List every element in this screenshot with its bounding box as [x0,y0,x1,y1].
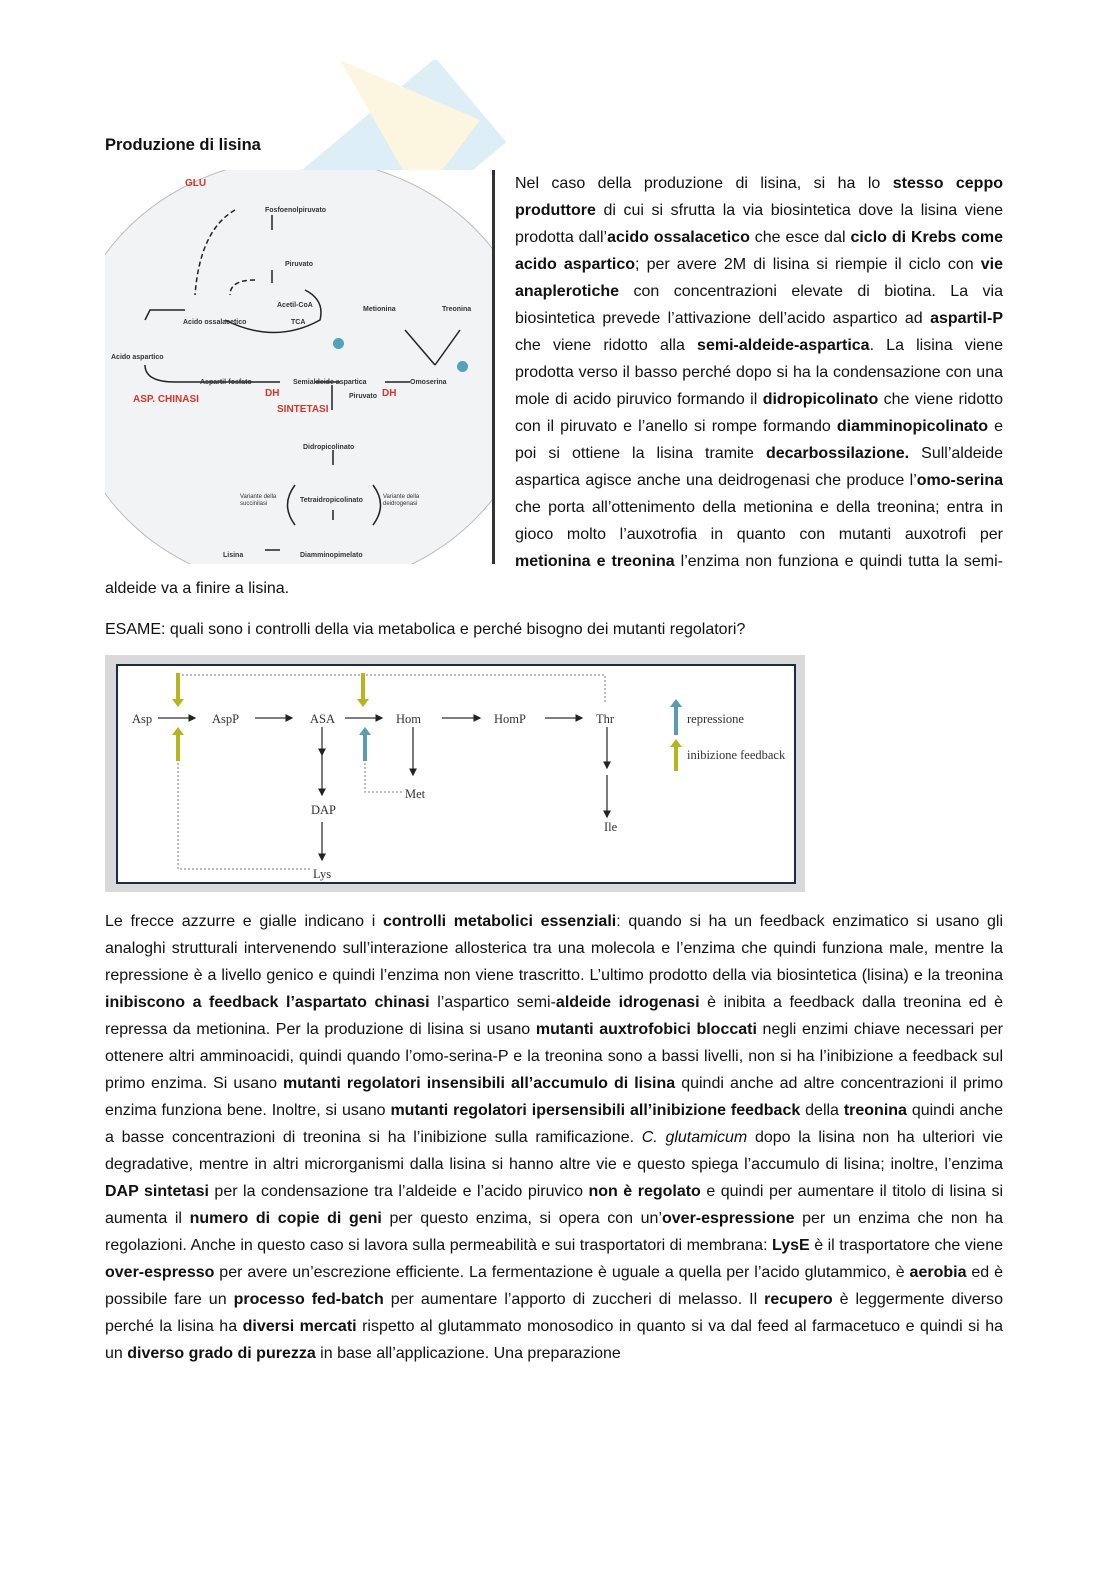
text-run: . La lisina viene prodotta verso il basso perché dopo si ha la condensazione con una mole di acido piruvico formando il [515,337,1003,408]
compound-tca: TCA [291,319,306,326]
node-asp: Asp [132,712,153,726]
compound-tetraidropicolinato: Tetraidropicolinato [300,497,363,504]
text-run: che esce dal [749,229,851,246]
node-dap: DAP [311,803,337,817]
node-aspp: AspP [212,712,240,726]
node-lys: Lys [313,867,332,881]
text-run: negli enzimi chiave necessari per ottenere altri amminoacidi, quindi quando l’omo-serina-P e la treonina sono a bassi livelli, non si ha l’inibizione a feedback sul primo enzima. Si usano [105,1021,1004,1092]
bold-text: controlli metabolici essenziali [382,913,617,930]
text-run: e quindi per aumentare il titolo di lisina si aumenta il [105,1183,1004,1227]
text-run: Le frecce azzurre e gialle indicano i [105,913,383,930]
bold-text: aspartil-P [930,310,1003,327]
bold-text: didropicolinato [762,391,879,408]
bold-text: numero di copie di geni [189,1210,382,1227]
regulation-arrows [105,655,805,892]
enzyme-label-sintetasi: SINTETASI [277,404,329,415]
bold-text: aldeide idrogenasi [555,994,700,1011]
compound-semialdeide-aspartica: Semialdeide aspartica [293,379,367,386]
bold-text: over-espressione [662,1210,795,1227]
compound-acetil-coa: Acetil-CoA [277,302,313,309]
text-run: dopo la lisina non ha ulteriori vie degradative, mentre in altri microrganismi dalla lisina si hanno altre vie e questo spiega l’accumulo di lisina; inoltre, l’enzima [105,1129,1004,1173]
text-run: che porta all’ottenimento della metionina e della treonina; entra in gioco molto l’auxotrofia in quanto con mutanti auxotrofi per [515,499,1003,543]
compound-piruvato: Piruvato [349,393,378,400]
text-run: è inibita a feedback dalla treonina ed è repressa da metionina. Per la produzione di lisina si usano [105,994,1004,1038]
bold-text: recupero [764,1291,833,1308]
text-run: quindi anche a basse concentrazioni di treonina si ha l’inibizione sulla ramificazione. [105,1102,1004,1146]
text-run: per questo enzima, si opera con un’ [381,1210,662,1227]
bold-text: aerobia [909,1264,967,1281]
document-page [105,133,1003,1367]
text-run: di cui si sfrutta la via biosintetica dove la lisina viene prodotta dall’ [515,202,1003,246]
bold-text: LysE [772,1237,810,1254]
label-variante-deidrogenasi: Variante della deidrogenasi [383,494,420,507]
text-run: per avere un’escrezione efficiente. La fermentazione è uguale a quella per l’acido glutammico, è [214,1264,910,1281]
bold-text: metionina e treonina [515,553,675,570]
legend-repression: repressione [687,712,744,726]
text-run: per un enzima che non ha regolazioni. Anche in questo caso si lavora sulla permeabilità e sui trasportatori di membrana: [105,1210,1003,1254]
bold-text: ciclo di Krebs come acido aspartico [515,229,1004,273]
node-asa: ASA [310,712,336,726]
bold-text: diverso grado di purezza [127,1345,316,1362]
compound-metionina: Metionina [363,306,396,313]
paragraph-metabolic-controls [105,908,1003,1367]
text-run: l’enzima non funziona e quindi tutta la semi-aldeide va a finire a lisina. [105,553,1004,597]
label-variante-succinilasi: Variante della succinilasi [240,494,277,507]
node-thr: Thr [596,712,615,726]
compound-treonina: Treonina [442,306,472,313]
bold-text: mutanti auxtrofobici bloccati [535,1021,757,1038]
text-run: è il trasportatore che viene [809,1237,1004,1254]
bold-text: over-espresso [105,1264,215,1281]
text-run: con concentrazioni elevate di biotina. La via biosintetica prevede l’attivazione dell’acido aspartico ad [515,283,1003,327]
bold-text: semi-aldeide-aspartica [697,337,870,354]
bold-text: inibiscono a feedback l’aspartato chinasi [105,994,430,1011]
aspartate-pathway-regulation-diagram [105,655,805,892]
enzyme-label-dh: DH [265,388,280,399]
node-hom: Hom [396,712,421,726]
lysine-biosynthesis-figure [105,170,495,564]
section-title: Produzione di lisina [105,136,261,154]
text-run: : quando si ha un feedback enzimatico si usano gli analoghi strutturali intervenendo sull’interazione allosterica tra una molecola e l’enzima che quindi funziona male, mentre la repressione è a livello genico e quindi l’enzima non viene trascritto. L’ultimo prodotto della via biosintetica (lisina) e la treonina [105,913,1004,984]
bold-text: mutanti regolatori ipersensibili all’inibizione feedback [390,1102,801,1119]
exam-question: ESAME: quali sono i controlli della via metabolica e perché bisogno dei mutanti regolatori? [105,621,746,638]
marker-dot [333,338,344,349]
text-run: che viene ridotto alla [515,337,698,354]
text-run: rispetto al glutammato monosodico in quanto si va dal feed al farmacetuco e quindi si ha un [105,1318,1003,1362]
text-run: e poi si ottiene la lisina tramite [515,418,1004,462]
bold-text: DAP sintetasi [105,1183,209,1200]
text-run: ; per avere 2M di lisina si riempie il ciclo con [635,256,981,273]
text-run: è leggermente diverso perché la lisina ha [105,1291,1003,1335]
compound-acido-ossalacetico: Acido ossalacetico [183,319,247,326]
italic-text: C. glutamicum [641,1129,748,1146]
bold-text: processo fed-batch [233,1291,384,1308]
compound-piruvato: Piruvato [285,261,314,268]
compound-fosfoenolpiruvato: Fosfoenolpiruvato [265,207,327,214]
text-run: per aumentare l’apporto di zuccheri di melasso. Il [383,1291,765,1308]
bold-text: mutanti regolatori insensibili all’accumulo di lisina [283,1075,676,1092]
text-run: Sull’aldeide aspartica agisce anche una deidrogenasi che produce l’ [515,445,1003,489]
node-ile: Ile [604,820,618,834]
compound-diamminopimelato: Diamminopimelato [300,552,363,559]
text-run: in base all’applicazione. Una preparazione [315,1345,621,1362]
compound-acido-aspartico: Acido aspartico [111,354,164,361]
text-run: quindi anche ad altre concentrazioni il primo enzima funziona bene. Inoltre, si usano [105,1075,1004,1119]
text-run: l’aspartico semi- [429,994,556,1011]
bold-text: omo-serina [916,472,1003,489]
legend-feedback-inhibition: inibizione feedback [687,748,786,762]
marker-dot [457,361,468,372]
bold-text: treonina [843,1102,907,1119]
enzyme-label-asp-chinasi: ASP. CHINASI [133,394,199,405]
text-run: della [800,1102,844,1119]
compound-lisina: Lisina [223,552,244,559]
node-homp: HomP [494,712,526,726]
bold-text: diamminopicolinato [836,418,988,435]
text-run: ed è possibile fare un [105,1264,1003,1308]
enzyme-label-glu: GLU [185,178,207,189]
node-met: Met [405,787,426,801]
bold-text: decarbossilazione. [765,445,910,462]
compound-didropicolinato: Didropicolinato [303,444,355,451]
compound-omoserina: Omoserina [410,379,447,386]
compound-aspartil-fosfato: Aspartil-fosfato [200,379,252,386]
text-run: per la condensazione tra l’aldeide e l’acido piruvico [208,1183,589,1200]
bold-text: acido ossalacetico [607,229,750,246]
bold-text: vie anaplerotiche [515,256,1004,300]
bold-text: stesso ceppo produttore [515,175,1004,219]
text-run: che viene ridotto con il piruvato e l’anello si rompe formando [515,391,1004,435]
bold-text: non è regolato [588,1183,701,1200]
bold-text: diversi mercati [242,1318,357,1335]
text-run: Nel caso della produzione di lisina, si ha lo [515,175,893,192]
enzyme-label-dh: DH [382,388,397,399]
